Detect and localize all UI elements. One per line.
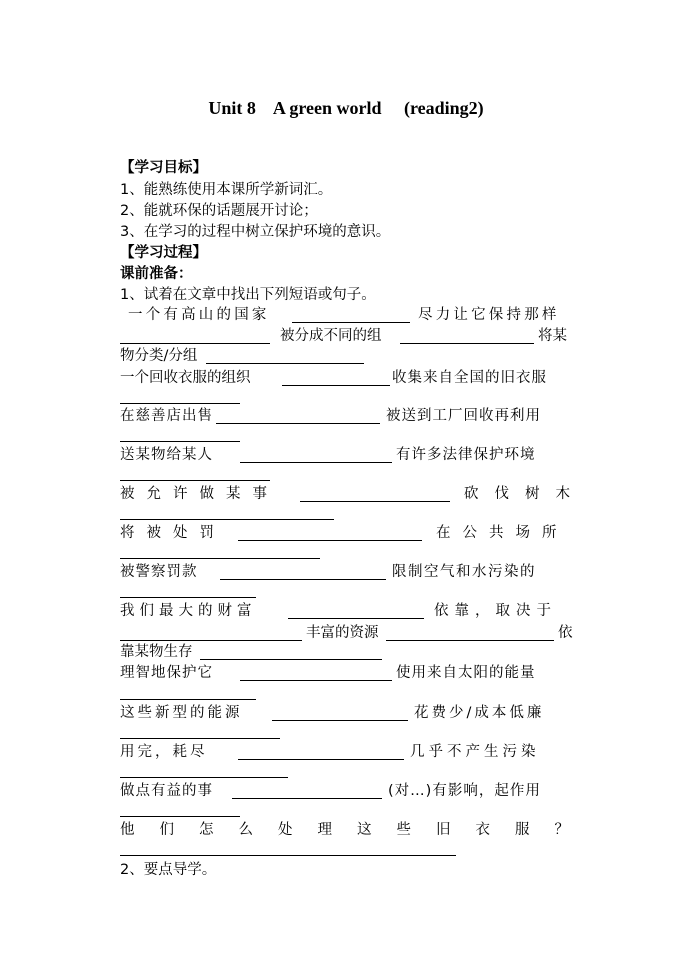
phrase: 丰富的资源 <box>306 625 379 641</box>
phrase: 收集来自全国的旧衣服 <box>392 370 547 386</box>
phrase: 靠某物生存 <box>120 644 193 660</box>
answer-blank[interactable] <box>232 797 382 799</box>
objective-3: 3、在学习的过程中树立保护环境的意识。 <box>120 224 391 240</box>
answer-blank[interactable] <box>216 422 380 424</box>
answer-blank[interactable] <box>238 758 404 760</box>
phrase: 我们最大的财富 <box>120 603 257 619</box>
phrase: 送某物给某人 <box>120 447 213 463</box>
answer-blank[interactable] <box>120 518 334 520</box>
phrase: 在慈善店出售 <box>120 408 213 424</box>
phrase: 做点有益的事 <box>120 783 213 799</box>
answer-blank[interactable] <box>292 321 410 323</box>
answer-blank[interactable] <box>300 500 450 502</box>
phrase: 这些新型的能源 <box>120 705 243 721</box>
answer-blank[interactable] <box>120 440 240 442</box>
phrase: 砍伐树木 <box>464 486 586 502</box>
preview-heading: 课前准备： <box>120 266 193 282</box>
phrase: (对…)有影响，起作用 <box>388 783 541 799</box>
answer-blank[interactable] <box>240 461 392 463</box>
phrase: 依 <box>558 625 573 641</box>
phrase: 物分类/分组 <box>120 348 198 364</box>
answer-blank[interactable] <box>238 539 422 541</box>
answer-blank[interactable] <box>120 342 270 344</box>
objectives-heading: 【学习目标】 <box>120 160 207 176</box>
task-1: 1、试着在文章中找出下列短语或句子。 <box>120 287 376 303</box>
answer-blank[interactable] <box>200 658 382 660</box>
answer-blank[interactable] <box>400 342 534 344</box>
answer-blank[interactable] <box>240 679 392 681</box>
phrase: 被允许做某事 <box>120 486 279 502</box>
phrase: 使用来自太阳的能量 <box>396 665 536 681</box>
answer-blank[interactable] <box>272 719 408 721</box>
answer-blank[interactable] <box>120 639 302 641</box>
answer-blank[interactable] <box>206 362 364 364</box>
phrase: 他们怎么处理这些旧衣服？ <box>120 822 594 838</box>
phrase: 被分成不同的组 <box>280 328 382 344</box>
phrase: 将被处罚 <box>120 525 226 541</box>
phrase: 一个回收衣服的组织 <box>120 370 251 386</box>
answer-blank[interactable] <box>288 617 424 619</box>
phrase: 依靠，取决于 <box>434 603 557 619</box>
answer-blank[interactable] <box>220 578 386 580</box>
answer-blank[interactable] <box>120 854 456 856</box>
task-2: 2、要点导学。 <box>120 862 217 878</box>
answer-blank[interactable] <box>120 596 256 598</box>
phrase: 有许多法律保护环境 <box>396 447 536 463</box>
phrase: 几乎不产生污染 <box>410 744 540 760</box>
answer-blank[interactable] <box>386 639 554 641</box>
phrase: 在公共场所 <box>436 525 569 541</box>
answer-blank[interactable] <box>120 737 280 739</box>
phrase: 被送到工厂回收再利用 <box>386 408 541 424</box>
phrase: 理智地保护它 <box>120 665 213 681</box>
phrase: 花费少/成本低廉 <box>414 705 545 721</box>
phrase: 一个有高山的国家 <box>128 307 270 323</box>
phrase: 限制空气和水污染的 <box>392 564 536 580</box>
answer-blank[interactable] <box>120 557 320 559</box>
phrase: 被警察罚款 <box>120 564 198 580</box>
phrase: 用完，耗尽 <box>120 744 208 760</box>
process-heading: 【学习过程】 <box>120 245 207 261</box>
answer-blank[interactable] <box>282 384 390 386</box>
answer-blank[interactable] <box>120 815 240 817</box>
objective-2: 2、能就环保的话题展开讨论； <box>120 203 318 219</box>
phrase: 尽力让它保持那样 <box>418 307 560 323</box>
phrase: 将某 <box>538 328 567 344</box>
answer-blank[interactable] <box>120 698 256 700</box>
answer-blank[interactable] <box>120 479 270 481</box>
page-title: Unit 8 A green world (reading2) <box>208 98 484 118</box>
answer-blank[interactable] <box>120 776 288 778</box>
objective-1: 1、能熟练使用本课所学新词汇。 <box>120 182 333 198</box>
answer-blank[interactable] <box>120 402 240 404</box>
